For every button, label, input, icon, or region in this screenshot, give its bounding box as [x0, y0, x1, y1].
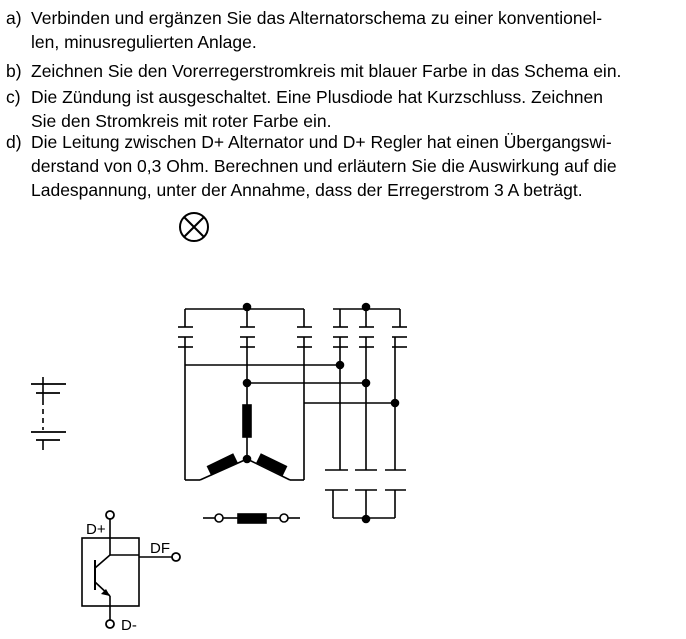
task-label: c) [6, 87, 21, 107]
regulator [82, 511, 180, 634]
task-text: Verbinden und ergänzen Sie das Alternatorschema zu einer konventionel- len, minusregulierten Anlage. [31, 8, 603, 52]
task-label: a) [6, 8, 22, 28]
stator-winding-icon [200, 383, 290, 480]
diode-rectifier-icon [325, 304, 407, 523]
terminal-dminus-label: D- [121, 617, 137, 634]
task-label: b) [6, 61, 22, 81]
lamp-icon [180, 213, 208, 241]
task-text: Die Zündung ist ausgeschaltet. Eine Plusdiode hat Kurzschluss. Zeichnen Sie den Stromkreis mit roter Farbe ein. [31, 87, 603, 131]
task-text: Zeichnen Sie den Vorerregerstromkreis mit blauer Farbe in das Schema ein. [31, 61, 622, 81]
rotor-winding-icon [203, 514, 300, 523]
battery-icon [31, 377, 66, 450]
task-label: d) [6, 132, 22, 152]
transistor-icon [95, 538, 139, 606]
terminal-df-label: DF [150, 540, 170, 557]
terminal-dplus-label: D+ [86, 521, 106, 538]
task-text: Die Leitung zwischen D+ Alternator und D+ Regler hat einen Übergangswi- derstand von 0,3 Ohm. Berechnen und erläutern Sie die Auswirkung auf die Ladespannung, unter der Annahme, dass der Erregerstrom 3 A beträgt. [31, 132, 617, 200]
